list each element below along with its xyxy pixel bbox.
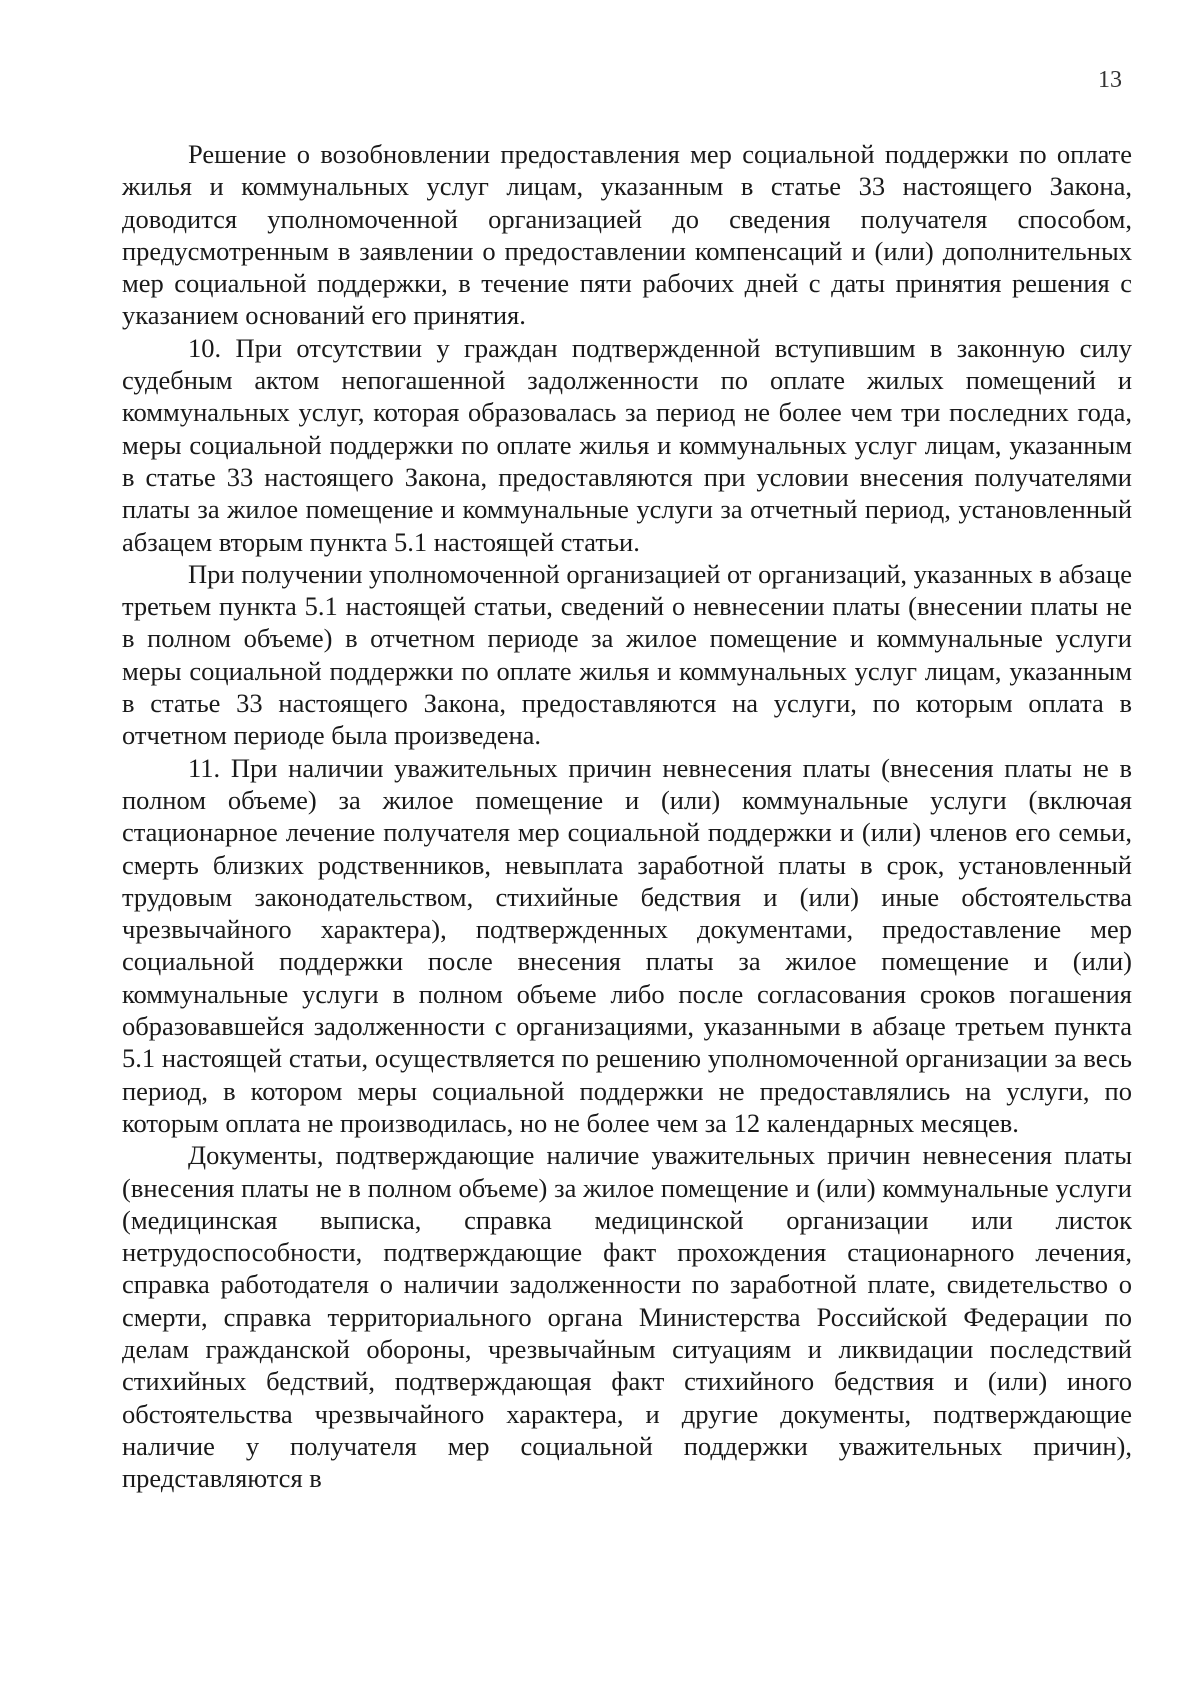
page-number: 13 [1098, 67, 1122, 93]
paragraph-resumption-decision: Решение о возобновлении предоставления мер социальной поддержки по оплате жилья и коммунальных услуг лицам, указанным в статье 33 настоящего Закона, доводится уполномоченной организацией до сведения получателя способом, предусмотренным в заявлении о предоставлении компенсаций и (или) дополнительных мер социальной поддержки, в течение пяти рабочих дней с даты принятия решения с указанием оснований его принятия. [122, 139, 1132, 331]
document-body [122, 138, 1132, 1494]
paragraph-supporting-documents: Документы, подтверждающие наличие уважительных причин невнесения платы (внесения платы не в полном объеме) за жилое помещение и (или) коммунальные услуги (медицинская выписка, справка медицинской организации или листок нетрудоспособности, подтверждающие факт прохождения стационарного лечения, справка работодателя о наличии задолженности по заработной плате, свидетельство о смерти, справка территориального органа Министерства Российской Федерации по делам гражданской обороны, чрезвычайным ситуациям и ликвидации последствий стихийных бедствий, подтверждающая факт стихийного бедствия и (или) иного обстоятельства чрезвычайного характера, и другие документы, подтверждающие наличие у получателя мер социальной поддержки уважительных причин), представляются в [122, 1140, 1132, 1494]
paragraph-item-11: 11. При наличии уважительных причин невнесения платы (внесения платы не в полном объеме) за жилое помещение и (или) коммунальные услуги (включая стационарное лечение получателя мер социальной поддержки и (или) членов его семьи, смерть близких родственников, невыплата заработной платы в срок, установленный трудовым законодательством, стихийные бедствия и (или) иные обстоятельства чрезвычайного характера), подтвержденных документами, предоставление мер социальной поддержки после внесения платы за жилое помещение и (или) коммунальные услуги в полном объеме либо после согласования сроков погашения образовавшейся задолженности с организациями, указанными в абзаце третьем пункта 5.1 настоящей статьи, осуществляется по решению уполномоченной организации за весь период, в котором меры социальной поддержки не предоставлялись на услуги, по которым оплата не производилась, но не более чем за 12 календарных месяцев. [122, 752, 1132, 1138]
paragraph-item-10: 10. При отсутствии у граждан подтвержденной вступившим в законную силу судебным актом непогашенной задолженности по оплате жилых помещений и коммунальных услуг, которая образовалась за период не более чем три последних года, меры социальной поддержки по оплате жилья и коммунальных услуг лицам, указанным в статье 33 настоящего Закона, предоставляются при условии внесения получателями платы за жилое помещение и коммунальные услуги за отчетный период, установленный абзацем вторым пункта 5.1 настоящей статьи. [122, 332, 1132, 557]
paragraph-nonpayment-info: При получении уполномоченной организацией от организаций, указанных в абзаце третьем пункта 5.1 настоящей статьи, сведений о невнесении платы (внесении платы не в полном объеме) в отчетном периоде за жилое помещение и коммунальные услуги меры социальной поддержки по оплате жилья и коммунальных услуг лицам, указанным в статье 33 настоящего Закона, предоставляются на услуги, по которым оплата в отчетном периоде была произведена. [122, 558, 1132, 751]
